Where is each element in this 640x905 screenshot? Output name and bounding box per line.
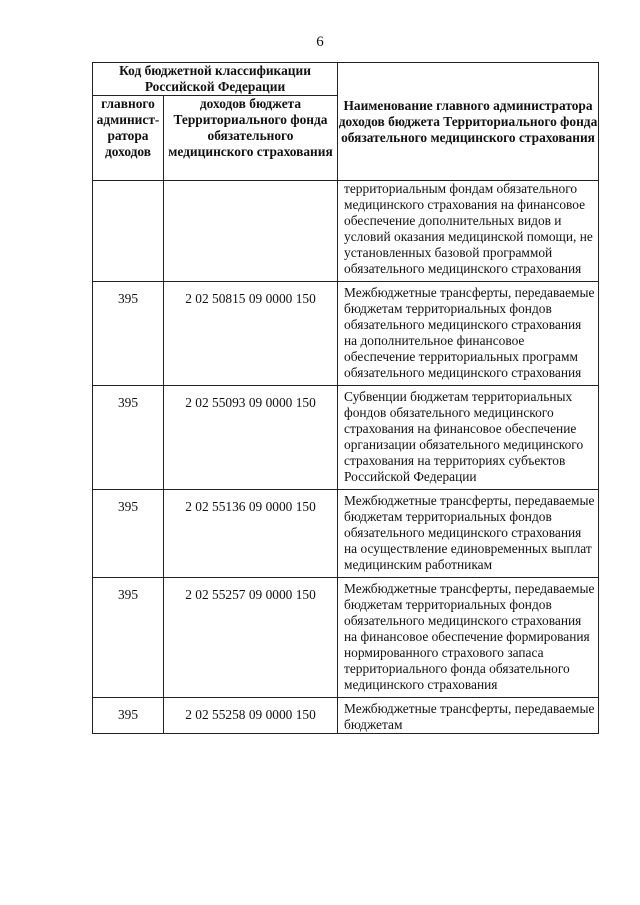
revenue-code-cell: 2 02 55257 09 0000 150 [164, 578, 338, 698]
revenue-code-cell [164, 181, 338, 282]
revenue-name-cell [338, 386, 599, 490]
admin-code-cell: 395 [93, 698, 164, 734]
header-revenue-code: доходов бюджета Территориального фонда обязательного медицинского страхования [164, 96, 338, 181]
revenue-code-cell: 2 02 55093 09 0000 150 [164, 386, 338, 490]
revenue-name-text: Межбюджетные трансферты, передаваемые бюджетам территориальных фондов обязательного медицинского страхования на дополнительное финансовое обеспечение территориальных программ обязательного медицинского страхования [344, 285, 595, 380]
admin-code-cell: 395 [93, 578, 164, 698]
header-main-administrator: главного админист-ратора доходов [93, 96, 164, 181]
revenue-name-text: Межбюджетные трансферты, передаваемые бюджетам [344, 701, 595, 732]
table-row [93, 386, 599, 490]
revenue-name-text: Субвенции бюджетам территориальных фондов обязательного медицинского страхования на финансовое обеспечение организации обязательного медицинского страхования на территориях субъектов Российской Федерации [344, 389, 584, 484]
admin-code-cell: 395 [93, 490, 164, 578]
revenue-code-cell: 2 02 55136 09 0000 150 [164, 490, 338, 578]
header-administrator-name: Наименование главного администратора доходов бюджета Территориального фонда обязательного медицинского страхования [338, 63, 599, 181]
table-row [93, 490, 599, 578]
revenue-code-cell: 2 02 55258 09 0000 150 [164, 698, 338, 734]
header-group-bcc: Код бюджетной классификации Российской Федерации [93, 63, 338, 96]
table-row [93, 698, 599, 734]
revenue-code-cell: 2 02 50815 09 0000 150 [164, 282, 338, 386]
admin-code-cell: 395 [93, 282, 164, 386]
revenue-name-cell [338, 490, 599, 578]
table-row [93, 578, 599, 698]
page-number: 6 [316, 34, 324, 50]
revenue-name-cell [338, 698, 599, 734]
budget-classification-table [92, 62, 599, 734]
admin-code-cell [93, 181, 164, 282]
revenue-name-text: территориальным фондам обязательного медицинского страхования на финансовое обеспечение дополнительных видов и условий оказания медицинской помощи, не установленных базовой программой обязательного медицинского страхования [344, 181, 593, 276]
revenue-name-text: Межбюджетные трансферты, передаваемые бюджетам территориальных фондов обязательного медицинского страхования на финансовое обеспечение формирования нормированного страхового запаса территориального фонда обязательного медицинского страхования [344, 581, 595, 692]
table-header-row [93, 63, 599, 96]
admin-code-cell: 395 [93, 386, 164, 490]
table-row [93, 282, 599, 386]
revenue-name-cell [338, 578, 599, 698]
revenue-name-cell [338, 282, 599, 386]
table-row-continuation [93, 181, 599, 282]
revenue-name-cell [338, 181, 599, 282]
revenue-name-text: Межбюджетные трансферты, передаваемые бюджетам территориальных фондов обязательного медицинского страхования на осуществление единовременных выплат медицинским работникам [344, 493, 595, 572]
